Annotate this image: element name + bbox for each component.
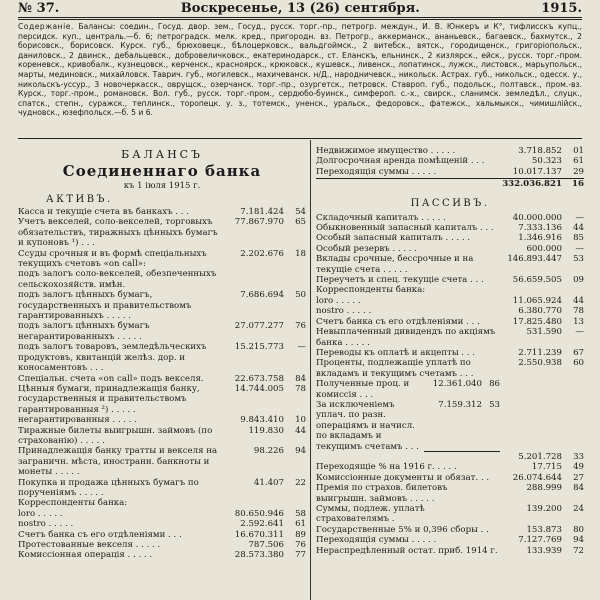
row-decimal: 09 bbox=[573, 275, 584, 286]
table-row bbox=[316, 167, 584, 177]
row-decimal: 84 bbox=[573, 483, 584, 494]
row-value: 27.077.277 bbox=[234, 321, 284, 332]
row-label: Протестованные векселя . . . . . bbox=[18, 540, 161, 550]
received-value: 12.361.040 bbox=[432, 379, 482, 390]
row-label: loro . . . . . bbox=[316, 295, 361, 306]
table-row bbox=[316, 223, 584, 233]
row-value: 28.573.380 bbox=[234, 550, 284, 561]
row-label: Учетъ векселей, соло-векселей, торговыхъ обязательствъ, тиражныхъ цѣнныхъ бумагъ и купоновъ ¹) . . . bbox=[18, 217, 218, 249]
row-label: Цѣнныя бумаги, принадлежащія банку, государственныя и правительствомъ гарантированныя ²) . . . . . bbox=[18, 383, 200, 415]
deduct-value: 7.159.312 bbox=[424, 400, 482, 452]
masthead bbox=[18, 0, 582, 16]
issue-year: 1915. bbox=[541, 0, 582, 16]
row-value: 80.650.946 bbox=[234, 508, 284, 519]
balance-heading: БАЛАНСЪ bbox=[121, 148, 203, 161]
row-decimal: 85 bbox=[573, 233, 584, 244]
liabilities-list-2 bbox=[316, 462, 584, 556]
row-label: Корреспонденты банка: bbox=[316, 285, 426, 296]
row-value: 50.323 bbox=[531, 156, 562, 167]
table-row bbox=[316, 348, 584, 358]
row-label: Суммы, подлеж. уплатѣ страхователямъ . bbox=[316, 504, 425, 525]
row-decimal: 01 bbox=[573, 146, 584, 156]
row-label: loro . . . . . bbox=[18, 508, 63, 519]
row-label: Переходящія суммы . . . . . bbox=[316, 535, 437, 546]
row-label: Переводы къ оплатѣ и акцепты . . . bbox=[316, 347, 476, 358]
row-value: 11.065.924 bbox=[512, 295, 562, 306]
row-label: Комиссіонная операція . . . . . bbox=[18, 550, 153, 561]
row-decimal: 49 bbox=[573, 462, 584, 473]
row-decimal: 44 bbox=[295, 425, 306, 436]
row-value: 98.226 bbox=[253, 446, 284, 457]
row-decimal: 61 bbox=[295, 519, 306, 530]
table-row bbox=[316, 535, 584, 545]
row-label: Обыкновенный запасный капиталъ . . . bbox=[316, 223, 494, 234]
row-label: Корреспонденты банка: bbox=[18, 498, 128, 509]
row-decimal: — bbox=[575, 243, 584, 254]
row-label: Премія по страхов. билетовъ выигрышн. займовъ . . . . . bbox=[316, 483, 448, 504]
row-value bbox=[500, 285, 562, 295]
row-decimal bbox=[562, 285, 584, 295]
row-label: Государственные 5% и 0,396 сборы . . bbox=[316, 524, 489, 535]
received-decimal: 86 bbox=[489, 379, 500, 390]
right-column bbox=[316, 146, 584, 600]
table-row bbox=[18, 530, 306, 540]
row-label: негарантированныя . . . . . bbox=[18, 415, 137, 426]
row-label: Тиражные билеты выигрышн. займовъ (по страхованію) . . . . . bbox=[18, 425, 213, 446]
table-row bbox=[316, 358, 584, 379]
table-row bbox=[316, 525, 584, 535]
masthead-rule-2 bbox=[18, 19, 582, 20]
row-label: Касса и текущіе счета въ банкахъ . . . bbox=[18, 207, 189, 217]
deduct-label: За исключеніемъ уплач. по разн. операціямъ и начисл. по вкладамъ и текущимъ счетамъ . . . bbox=[316, 399, 419, 452]
row-value: 6.380.770 bbox=[518, 306, 562, 317]
assets-total-value: 332.036.821 bbox=[502, 179, 562, 190]
row-decimal: 65 bbox=[295, 217, 306, 228]
row-label: Спеціальн. счета «on call» подъ векселя. bbox=[18, 373, 204, 384]
row-value: 146.893.447 bbox=[507, 254, 562, 265]
table-row bbox=[316, 327, 584, 348]
column-divider bbox=[310, 140, 311, 600]
table-row bbox=[18, 217, 306, 248]
row-value: 26.074.644 bbox=[512, 472, 562, 483]
table-row bbox=[316, 296, 584, 306]
row-label: Счетъ банка съ его отдѣленіями . . . bbox=[316, 316, 480, 327]
row-label: Комиссіонные документы и обязат. . . bbox=[316, 472, 490, 483]
row-decimal: 10 bbox=[295, 415, 306, 426]
row-decimal: 80 bbox=[573, 524, 584, 535]
row-label: Принадлежащія банку тратты и векселя на заграничн. мѣста, иностранн. банкноты и монеты . . . . . bbox=[18, 446, 218, 478]
table-row bbox=[316, 233, 584, 243]
row-value: 17.715 bbox=[531, 462, 562, 473]
row-value: 17.825.480 bbox=[512, 316, 562, 327]
deduct-result-decimal: 33 bbox=[573, 451, 584, 462]
row-decimal: — bbox=[575, 212, 584, 223]
row-label: подъ залогъ товаровъ, земледѣльческихъ продуктовъ, квитанцій желѣз. дор. и коносаментовъ . . . bbox=[18, 342, 207, 374]
table-row bbox=[316, 462, 584, 472]
table-row bbox=[18, 321, 306, 342]
row-decimal: 76 bbox=[295, 321, 306, 332]
row-value: 2.711.239 bbox=[518, 347, 562, 358]
table-row bbox=[18, 509, 306, 519]
table-row bbox=[18, 478, 306, 499]
contents-label: Содержаніе. bbox=[18, 22, 74, 31]
issue-number: № 37. bbox=[18, 0, 60, 16]
row-decimal: 94 bbox=[573, 535, 584, 546]
row-decimal: 89 bbox=[295, 529, 306, 540]
row-decimal: 61 bbox=[573, 156, 584, 167]
row-value bbox=[222, 498, 284, 508]
row-label: Счетъ банка съ его отдѣленіями . . . bbox=[18, 529, 182, 540]
table-row bbox=[18, 207, 306, 217]
table-row bbox=[316, 146, 584, 156]
row-value: 56.659.505 bbox=[512, 275, 562, 286]
row-value: 22.673.758 bbox=[234, 373, 284, 384]
masthead-rule bbox=[18, 17, 582, 18]
row-decimal: 77 bbox=[295, 550, 306, 561]
table-of-contents bbox=[18, 22, 582, 134]
row-decimal: 44 bbox=[573, 223, 584, 234]
deduct-result-row bbox=[316, 452, 584, 462]
table-row bbox=[316, 156, 584, 166]
balance-date: къ 1 іюля 1915 г. bbox=[123, 181, 201, 191]
bank-name: Соединеннаго банка bbox=[62, 162, 262, 180]
row-label: Недвижимое имущество . . . . . bbox=[316, 146, 456, 156]
row-decimal: 60 bbox=[573, 358, 584, 369]
row-decimal: 22 bbox=[295, 477, 306, 488]
row-value: 7.686.694 bbox=[240, 290, 284, 301]
table-row bbox=[316, 473, 584, 483]
row-value: 288.999 bbox=[526, 483, 562, 494]
row-label: подъ залогъ цѣнныхъ бумагъ негарантированныхъ . . . . . bbox=[18, 321, 150, 342]
row-label: подъ залогъ цѣнныхъ бумагъ, государственныхъ и правительствомъ гарантированныхъ . . . . . bbox=[18, 290, 192, 322]
table-row bbox=[18, 550, 306, 560]
table-row bbox=[18, 384, 306, 415]
table-row bbox=[316, 213, 584, 223]
row-value: 7.127.769 bbox=[518, 535, 562, 546]
assets-continued-list bbox=[316, 146, 584, 177]
row-value: 133.939 bbox=[526, 545, 562, 556]
row-label: Долгосрочная аренда помѣщеній . . . bbox=[316, 156, 485, 167]
left-column bbox=[18, 146, 306, 600]
row-label: Нераспредѣленный остат. приб. 1914 г. bbox=[316, 545, 498, 556]
table-row bbox=[18, 426, 306, 447]
row-value: 139.200 bbox=[526, 504, 562, 514]
row-value: 16.670.311 bbox=[234, 529, 284, 540]
contents-text: Балансы: соедин., Госуд. двор. зем., Госуд., русск. торг.-пр., петрогр. междун., И. В. Юнкеръ и К°, тифлисскъ купц., персидск. куп., централь.—б. 6; петроградск. мелк. кред., пригородн. вз. Петрогр., аккерманск., ананьевск., багаевск., бахмутск., 2 борисовск., борисовск. Курск. губ., брюховецк., бѣлоцерковск., вальдгоймск., 2 витебск., вятск., городищенск., григоріопольск., даниловск., 2 двинск., дебальцевск., добровеличковск., екатеринодарск., ст. Еланскъ, ельнинск., 2 кизлярск., ейск., русск. торг.-пром. кореневск., кривобалк., кузнецовск., керченск., красноярск., крюковск., кушевск., ливенск., лопатинск., лужск., листовск., марьупольск., марты, мединовск., михайловск. Таврич. губ., могилевск., махичеванск. н/Д., народничевск., никольск. Астрах. губ., никольск., одесск. у., никольскъ-уссур., 3 новочеркасск., оврущск., озерчанск. торг.-пр., озургетск., петровск. Ставроп. губ., подольск., полтавск., пром.-вз. Курск., торг.-пром., романовск. Вол. губ., русск. торг.-пром., сердюбо-буинск., симфероп. с.-х., свирск., сланимск. земледѣл., слуцк., спатск., степн., суражск., теплинск., торопецк. у. з., тотемск., уненск., уральск., федоровск., фатежск., хальмыкск., чимишлійск., чудновск., юзефпольск.—б. 5 и 6. bbox=[18, 22, 582, 118]
table-row bbox=[316, 483, 584, 504]
table-row bbox=[316, 244, 584, 254]
table-row bbox=[18, 249, 306, 291]
row-value: 119.830 bbox=[248, 425, 284, 436]
deduct-result-value: 5.201.728 bbox=[518, 451, 562, 462]
row-decimal: 27 bbox=[573, 472, 584, 483]
row-label: Особый запасный капиталъ . . . . . bbox=[316, 233, 471, 244]
liabilities-heading: ПАССИВЪ. bbox=[410, 197, 490, 209]
row-value: 41.407 bbox=[253, 477, 284, 488]
row-decimal: 18 bbox=[295, 248, 306, 259]
table-row bbox=[18, 342, 306, 373]
row-label: Ссуды срочныя и въ формѣ спеціальныхъ текущихъ счетовъ «on call»: подъ залогъ соло-векселей, обезпеченныхъ сельскохозяйств. имѣн. bbox=[18, 248, 217, 290]
row-value: 15.215.773 bbox=[234, 342, 284, 353]
row-value: 600.000 bbox=[526, 243, 562, 254]
row-label: Покупка и продажа цѣнныхъ бумагъ по порученіямъ . . . . . bbox=[18, 477, 199, 498]
row-value: 3.718.852 bbox=[518, 146, 562, 156]
row-decimal: 29 bbox=[573, 166, 584, 177]
deduct-row bbox=[316, 400, 584, 452]
contents-rule bbox=[18, 138, 582, 139]
table-row bbox=[316, 546, 584, 556]
table-row bbox=[316, 306, 584, 316]
table-row bbox=[18, 374, 306, 384]
received-interest-row bbox=[316, 379, 584, 400]
row-label: Проценты, подлежащіе уплатѣ по вкладамъ и текущимъ счетамъ . . . bbox=[316, 358, 474, 379]
row-value: 40.000.000 bbox=[512, 212, 562, 223]
row-label: nostro . . . . . bbox=[316, 306, 372, 317]
row-value: 10.017.137 bbox=[512, 166, 562, 177]
table-row bbox=[18, 415, 306, 425]
issue-date: Воскресенье, 13 (26) сентября. bbox=[180, 0, 420, 16]
row-value: 1.346.916 bbox=[518, 233, 562, 244]
row-decimal: 84 bbox=[295, 373, 306, 384]
row-label: Особый резервъ . . . . . bbox=[316, 243, 417, 254]
row-value: 2.550.938 bbox=[518, 358, 562, 369]
row-value: 7.333.136 bbox=[518, 223, 562, 234]
row-value: 14.744.005 bbox=[234, 383, 284, 394]
row-decimal: 67 bbox=[573, 347, 584, 358]
row-label: Невыплаченный дивидендъ по акціямъ банка . . . . . bbox=[316, 327, 496, 348]
row-value: 531.590 bbox=[526, 327, 562, 338]
assets-total-row bbox=[316, 178, 584, 189]
row-decimal: — bbox=[575, 327, 584, 338]
row-value: 9.843.410 bbox=[240, 415, 284, 426]
table-row bbox=[18, 446, 306, 477]
row-value: 77.867.970 bbox=[234, 217, 284, 228]
liabilities-list bbox=[316, 213, 584, 380]
row-decimal: 53 bbox=[573, 254, 584, 265]
received-label: Полученные проц. и комиссія . . . bbox=[316, 379, 410, 400]
row-value: 787.506 bbox=[248, 540, 284, 550]
table-row bbox=[18, 290, 306, 321]
row-value: 2.592.641 bbox=[240, 519, 284, 530]
row-value: 153.873 bbox=[526, 524, 562, 535]
row-decimal: 72 bbox=[573, 545, 584, 556]
row-decimal: 76 bbox=[295, 540, 306, 550]
row-value: 7.181.424 bbox=[240, 207, 284, 217]
row-decimal: 50 bbox=[295, 290, 306, 301]
row-decimal: — bbox=[297, 342, 306, 353]
row-label: Переходящія суммы . . . . . bbox=[316, 166, 437, 177]
row-label: Переходящіе % на 1916 г. . . . . bbox=[316, 462, 457, 473]
deduct-decimal: 53 bbox=[482, 400, 500, 452]
assets-total-decimal: 16 bbox=[572, 179, 584, 190]
row-label: Вклады срочные, бессрочные и на текущіе счета . . . . . bbox=[316, 254, 474, 275]
table-row bbox=[18, 519, 306, 529]
table-row bbox=[316, 504, 584, 525]
row-decimal: 58 bbox=[295, 508, 306, 519]
table-row bbox=[316, 317, 584, 327]
row-decimal: 78 bbox=[295, 383, 306, 394]
row-label: Складочный капиталъ . . . . . bbox=[316, 212, 446, 223]
row-label: nostro . . . . . bbox=[18, 519, 74, 530]
row-decimal: 94 bbox=[295, 446, 306, 457]
table-row bbox=[316, 285, 584, 295]
assets-list bbox=[18, 207, 306, 561]
row-decimal bbox=[284, 498, 306, 508]
table-row bbox=[18, 540, 306, 550]
row-decimal: 78 bbox=[573, 306, 584, 317]
assets-heading: АКТИВЪ. bbox=[46, 194, 113, 205]
row-label: Переучетъ и спец. текущіе счета . . . bbox=[316, 275, 484, 286]
table-row bbox=[316, 254, 584, 275]
row-value: 2.202.676 bbox=[240, 248, 284, 259]
row-decimal: 24 bbox=[573, 504, 584, 514]
row-decimal: 13 bbox=[573, 316, 584, 327]
row-decimal: 54 bbox=[295, 207, 306, 217]
table-row bbox=[18, 498, 306, 508]
row-decimal: 44 bbox=[573, 295, 584, 306]
table-row bbox=[316, 275, 584, 285]
